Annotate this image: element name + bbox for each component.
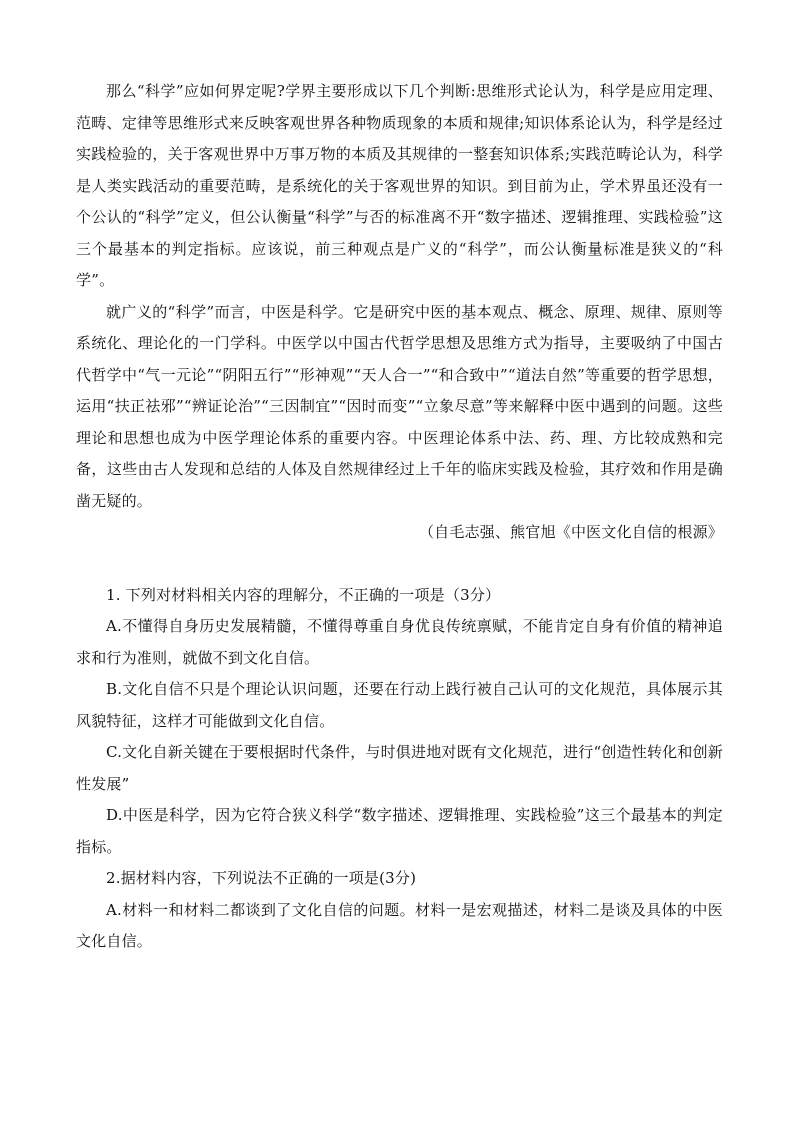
answer-option: D.中医是科学，因为它符合狭义科学“数字描述、逻辑推理、实践检验”这三个最基本的判定指标。: [76, 806, 723, 856]
answer-option: A.不懂得自身历史发展精髓，不懂得尊重自身优良传统禀赋，不能肯定自身有价值的精神追求和行为准则，就做不到文化自信。: [76, 617, 723, 667]
body-paragraph: 那么“科学”应如何界定呢?学界主要形成以下几个判断:思维形式论认为，科学是应用定理、范畴、定律等思维形式来反映客观世界各种物质现象的本质和规律;知识体系论认为，科学是经过实践检验的，关于客观世界中万事万物的本质及其规律的一整套知识体系;实践范畴论认为，科学是人类实践活动的重要范畴，是系统化的关于客观世界的知识。到目前为止，学术界虽还没有一个公认的“科学”定义，但公认衡量“科学”与否的标准离不开“数字描述、逻辑推理、实践检验”这三个最基本的判定指标。应该说，前三种观点是广义的“科学”，而公认衡量标准是狭义的“科学”。: [76, 82, 723, 289]
answer-option: C.文化自新关键在于要根据时代条件，与时俱进地对既有文化规范，进行“创造性转化和创新性发展”: [76, 743, 723, 793]
source-citation: （自毛志强、熊官旭《中医文化自信的根源》: [418, 523, 723, 541]
answer-option: B.文化自信不只是个理论认识问题，还要在行动上践行被自己认可的文化规范，具体展示其风貌特征，这样才可能做到文化自信。: [76, 680, 723, 730]
question-stem: 1. 下列对材料相关内容的理解分，不正确的一项是（3分）: [106, 585, 501, 604]
body-paragraph: 就广义的“科学”而言，中医是科学。它是研究中医的基本观点、概念、原理、规律、原则等系统化、理论化的一门学科。中医学以中国古代哲学思想及思维方式为指导，主要吸纳了中国古代哲学中“气一元论”“阴阳五行”“形神观”“天人合一”“和合致中”“道法自然”等重要的哲学思想，运用“扶正祛邪”“辨证论治”“三因制宜”“因时而变”“立象尽意”等来解释中医中遇到的问题。这些理论和思想也成为中医学理论体系的重要内容。中医理论体系中法、药、理、方比较成熟和完备，这些由古人发现和总结的人体及自然规律经过上千年的临床实践及检验，其疗效和作用是确凿无疑的。: [76, 302, 723, 510]
answer-option: A.材料一和材料二都谈到了文化自信的问题。材料一是宏观描述，材料二是谈及具体的中医文化自信。: [76, 900, 723, 950]
section-gap: [76, 549, 723, 580]
question-stem: 2.据材料内容，下列说法不正确的一项是(3分): [106, 869, 417, 887]
